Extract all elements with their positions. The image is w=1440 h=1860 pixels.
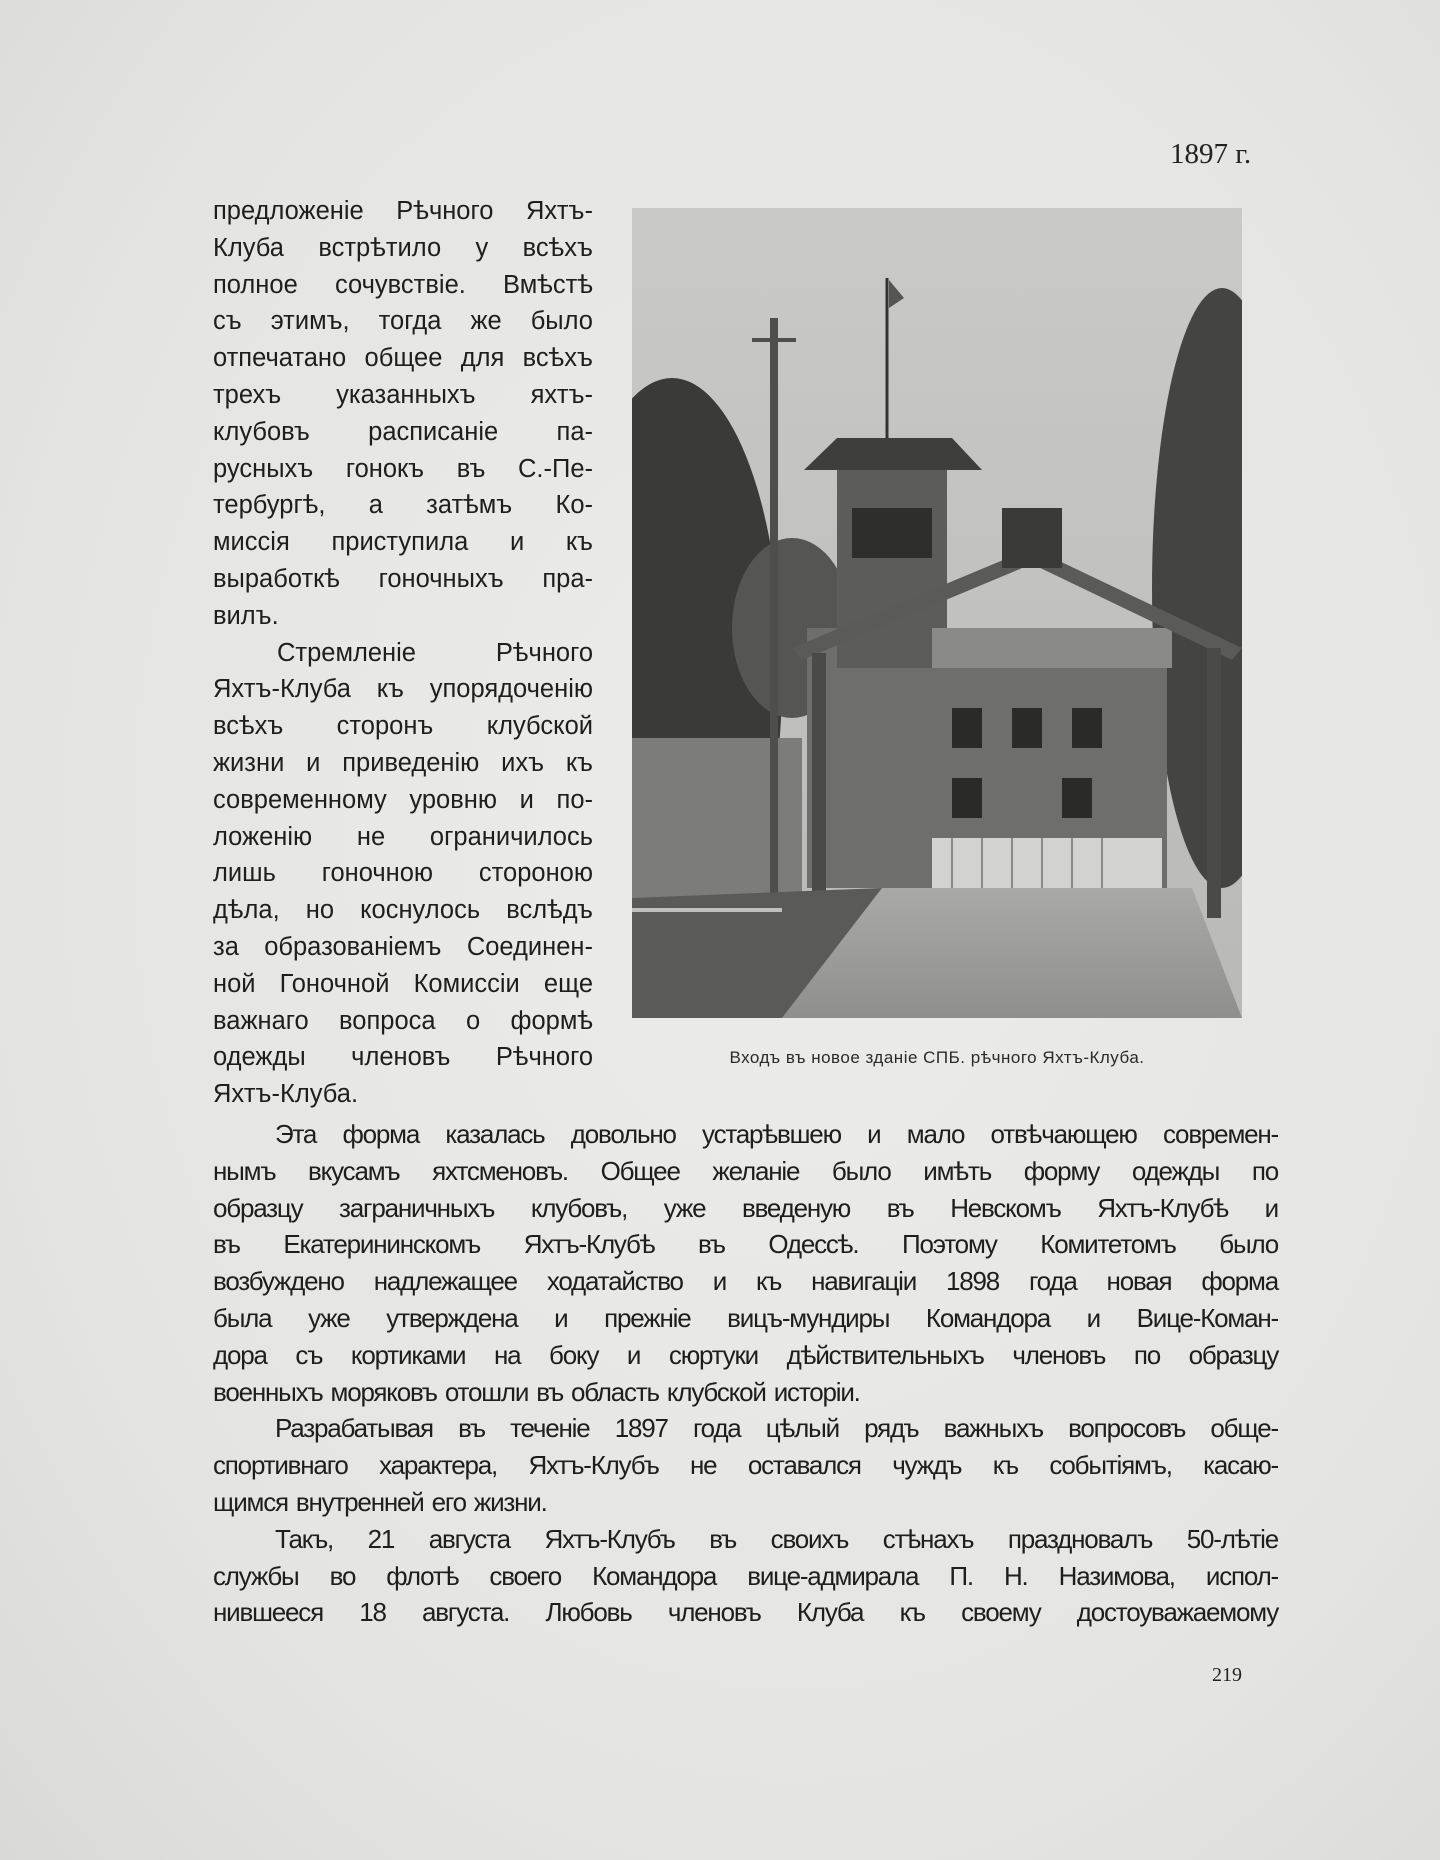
text-line: была уже утверждена и прежніе вицъ-мундиры Командора и Вице-Коман- [213,1302,1278,1333]
text-line: Яхтъ-Клуба къ упорядоченію [213,675,593,704]
text-line: за образованіемъ Соединен- [213,932,593,961]
text-line: Клуба встрѣтило у всѣхъ [213,233,593,262]
text-line: нившееся 18 августа. Любовь членовъ Клуба къ своему достоуважаемому [213,1597,1278,1628]
text-line: Такъ, 21 августа Яхтъ-Клубъ въ своихъ стѣнахъ праздновалъ 50-лѣтіе [275,1523,1278,1554]
text-line: клубовъ расписаніе па- [213,417,593,446]
full-width-text [213,1116,1278,1631]
text-line: важнаго вопроса о формѣ [213,1006,593,1035]
text-line: всѣхъ сторонъ клубской [213,712,593,741]
text-line: жизни и приведенію ихъ къ [213,748,593,777]
photo-illustration [632,208,1242,1018]
yacht-club-entrance-photo [632,208,1242,1018]
text-line: трехъ указанныхъ яхтъ- [213,380,593,409]
text-line: русныхъ гонокъ въ С.-Пе- [213,454,593,483]
text-line: щимся внутренней его жизни. [213,1486,547,1517]
text-line: съ этимъ, тогда же было [213,307,593,336]
text-line: одежды членовъ Рѣчного [213,1043,593,1072]
text-line: нымъ вкусамъ яхтсменовъ. Общее желаніе было имѣть форму одежды по [213,1155,1278,1186]
text-line: Яхтъ-Клуба. [213,1080,359,1109]
text-line: въ Екатерининскомъ Яхтъ-Клубѣ въ Одессѣ. Поэтому Комитетомъ было [213,1229,1278,1260]
text-line: военныхъ моряковъ отошли въ область клубской исторіи. [213,1376,860,1407]
text-line: отпечатано общее для всѣхъ [213,344,593,373]
text-line: спортивнаго характера, Яхтъ-Клубъ не оставался чуждъ къ событіямъ, касаю- [213,1450,1278,1481]
text-line: дора съ кортиками на боку и сюртуки дѣйствительныхъ членовъ по образцу [213,1339,1278,1370]
text-line: полное сочувствіе. Вмѣстѣ [213,270,593,299]
page-number: 219 [1212,1664,1242,1686]
text-line: возбуждено надлежащее ходатайство и къ навигаціи 1898 года новая форма [213,1266,1278,1297]
text-line: Стремленіе Рѣчного [277,638,593,667]
text-line: ной Гоночной Комиссіи еще [213,969,593,998]
text-line: тербургѣ, а затѣмъ Ко- [213,491,593,520]
running-head-year: 1897 г. [1170,138,1252,170]
text-line: образцу заграничныхъ клубовъ, уже введеную въ Невскомъ Яхтъ-Клубѣ и [213,1192,1278,1223]
left-text-column [213,193,593,1113]
text-line: предложеніе Рѣчного Яхтъ- [213,197,593,225]
text-line: Разрабатывая въ теченіе 1897 года цѣлый рядъ важныхъ вопросовъ обще- [275,1413,1278,1444]
text-line: службы во флотѣ своего Командора вице-адмирала П. Н. Назимова, испол- [213,1560,1278,1591]
text-line: выработкѣ гоночныхъ пра- [213,564,593,593]
photo-caption: Входъ въ новое зданіе СПБ. рѣчного Яхтъ-Клуба. [729,1048,1145,1067]
text-line: современному уровню и по- [213,785,593,814]
text-line: ложенію не ограничилось [213,822,593,851]
text-line: миссія приступила и къ [213,528,593,557]
text-line: лишь гоночною стороною [213,859,593,888]
text-line: дѣла, но коснулось вслѣдъ [213,896,593,925]
text-line: Эта форма казалась довольно устарѣвшею и мало отвѣчающею современ- [275,1119,1278,1149]
text-line: вилъ. [213,601,279,630]
